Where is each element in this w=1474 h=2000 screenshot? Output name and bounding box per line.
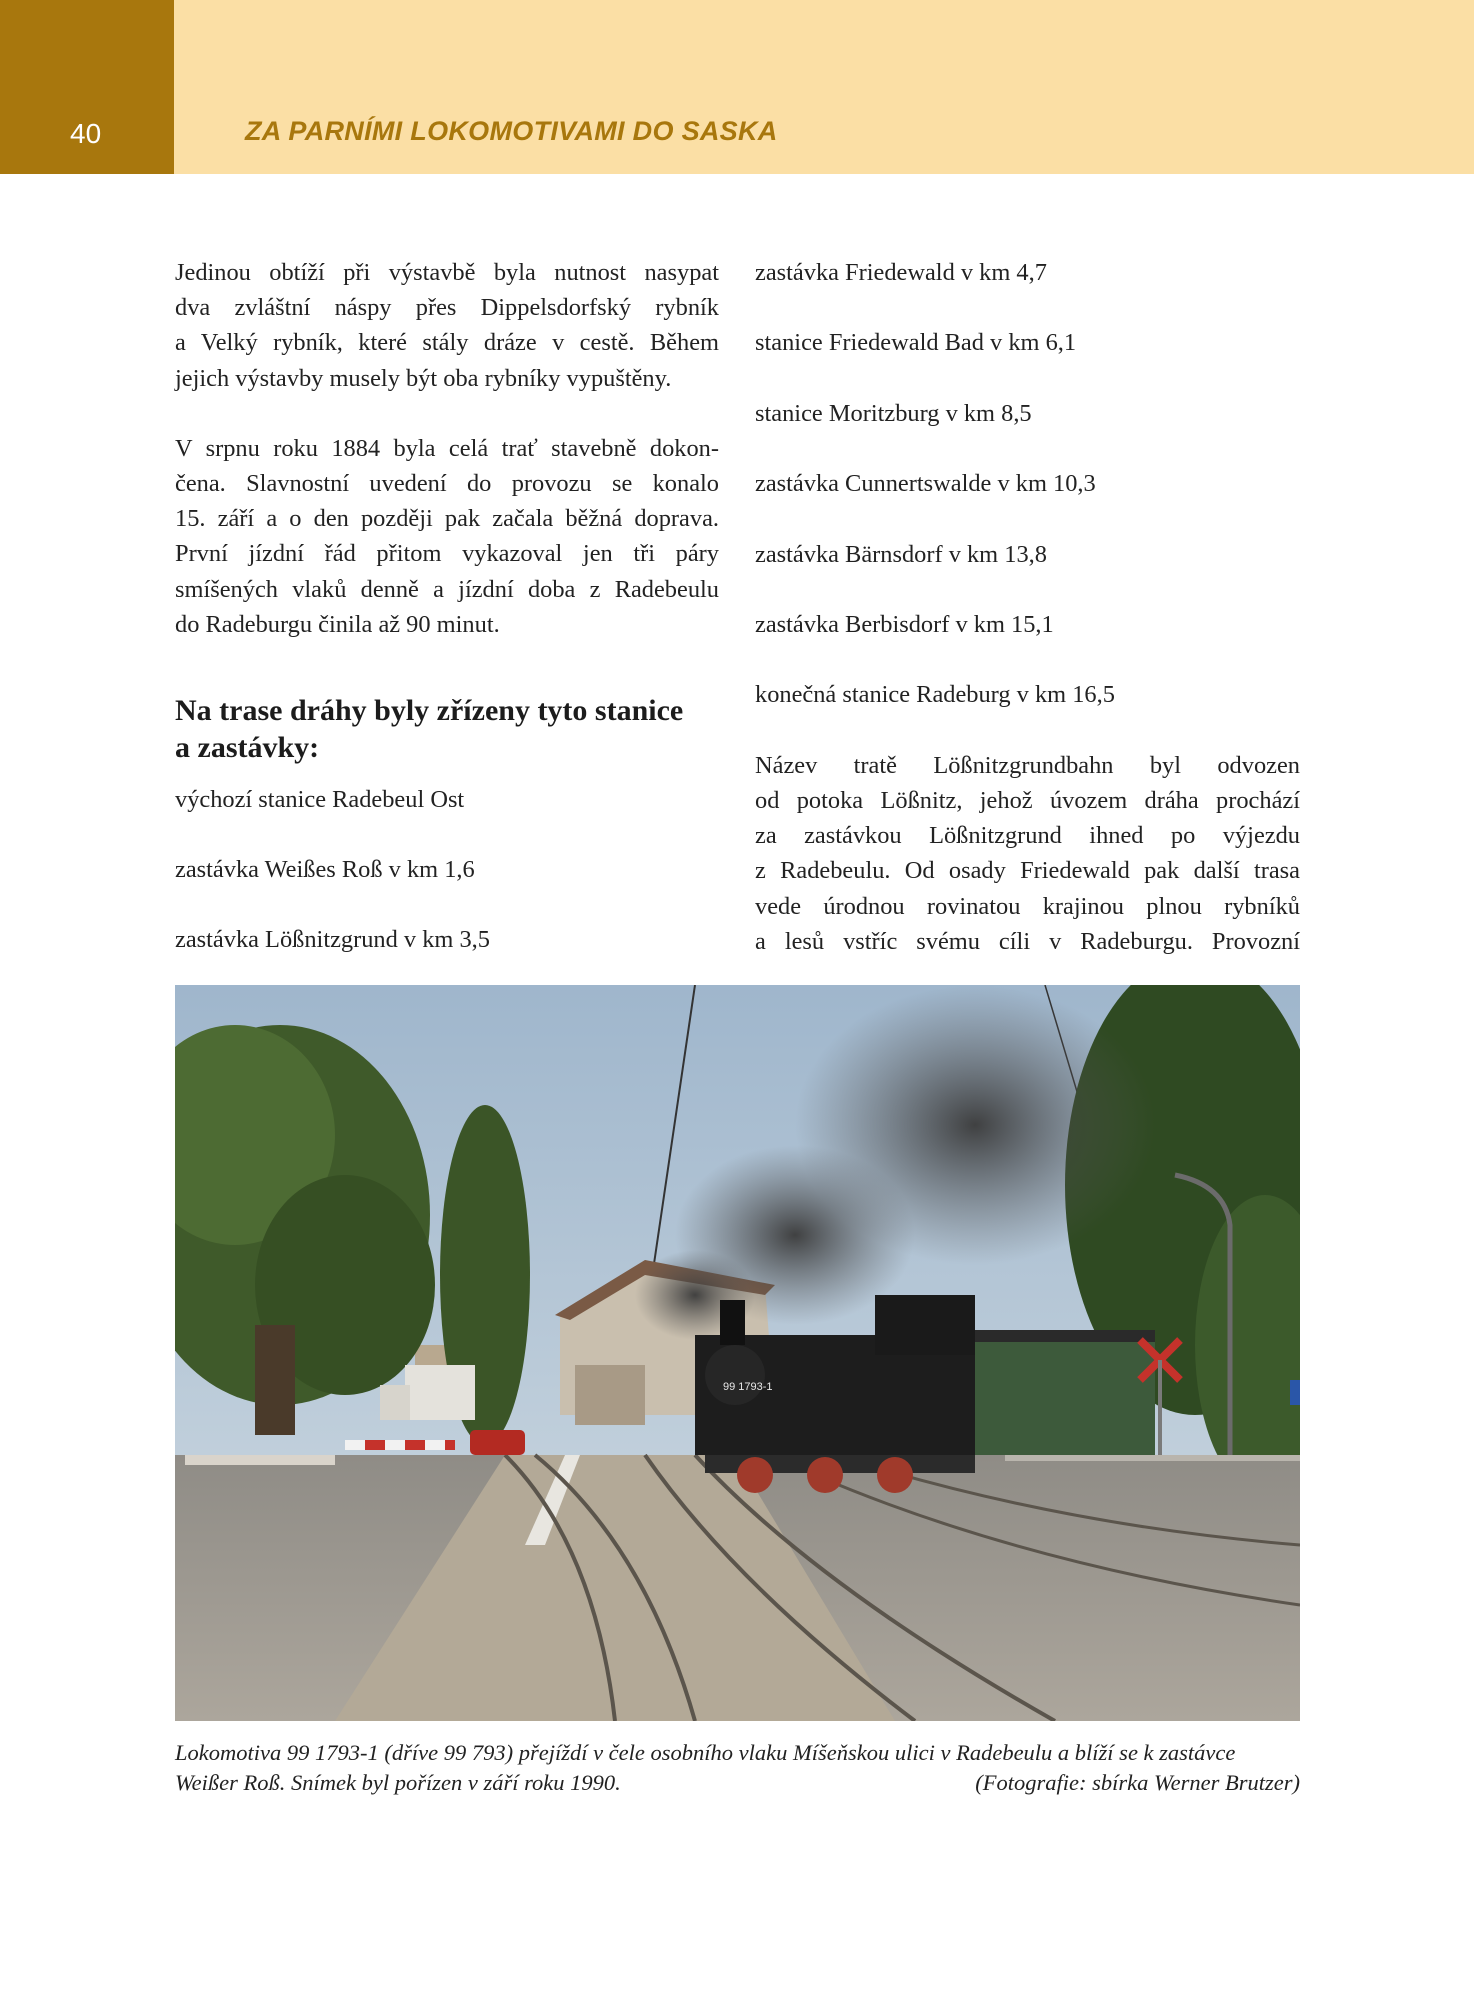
- caption-line: Lokomotiva 99 1793-1 (dříve 99 793) přejíždí v čele osobního vlaku Míšeňskou ulici v Radebeulu a blíží se k zastávce: [175, 1740, 1236, 1765]
- caption-line: [175, 1768, 1300, 1798]
- text-line: do Radeburgu činila až 90 minut.: [175, 610, 500, 638]
- station-item: výchozí stanice Radebeul Ost: [175, 786, 465, 814]
- paragraph-name-origin: [755, 748, 1300, 959]
- station-list-right: [755, 255, 1300, 713]
- text-line: V srpnu roku 1884 byla celá trať stavebně dokon-: [175, 434, 719, 462]
- running-title: ZA PARNÍMI LOKOMOTIVAMI DO SASKA: [245, 116, 778, 146]
- station-item: zastávka Weißes Roß v km 1,6: [175, 856, 475, 884]
- text-line: První jízdní řád přitom vykazoval jen tři páry: [175, 540, 719, 568]
- paragraph-opening: [175, 431, 719, 642]
- paragraph-construction: [175, 255, 719, 396]
- text-line: a lesů vstříc svému cíli v Radeburgu. Provozní: [755, 927, 1300, 955]
- text-line: za zastávkou Lößnitzgrund ihned po výjezdu: [755, 822, 1300, 850]
- text-line: a Velký rybník, které stály dráze v cestě. Během: [175, 329, 719, 357]
- photo-caption: [175, 1738, 1300, 1798]
- header-band: [0, 0, 1474, 174]
- text-line: vede úrodnou rovinatou krajinou plnou rybníků: [755, 892, 1300, 920]
- page-number: 40: [70, 118, 102, 149]
- photo-credit: (Fotografie: sbírka Werner Brutzer): [975, 1770, 1300, 1795]
- text-line: čena. Slavnostní uvedení do provozu se konalo: [175, 470, 719, 498]
- heading-line: Na trase dráhy byly zřízeny tyto stanice: [175, 694, 684, 728]
- station-item: zastávka Lößnitzgrund v km 3,5: [175, 926, 490, 954]
- locomotive-photo: [175, 985, 1300, 1721]
- right-column: [755, 255, 1300, 959]
- station-list-left: [175, 782, 719, 958]
- locomotive-number-plate: 99 1793-1: [723, 1381, 773, 1393]
- text-line: jejich výstavby musely být oba rybníky vypuštěny.: [175, 364, 672, 392]
- text-line: 15. září a o den později pak začala běžná doprava.: [175, 505, 719, 533]
- text-line: Název tratě Lößnitzgrundbahn byl odvozen: [755, 751, 1300, 779]
- text-line: Jedinou obtíží při výstavbě byla nutnost nasypat: [175, 259, 719, 286]
- page-number-box: [0, 0, 174, 174]
- section-heading: [175, 692, 719, 766]
- text-line: z Radebeulu. Od osady Friedewald pak další trasa: [755, 857, 1300, 885]
- station-item: zastávka Bärnsdorf v km 13,8: [755, 540, 1047, 568]
- station-item: zastávka Berbisdorf v km 15,1: [755, 610, 1054, 638]
- text-line: od potoka Lößnitz, jehož úvozem dráha prochází: [755, 786, 1300, 814]
- station-item: stanice Friedewald Bad v km 6,1: [755, 329, 1077, 357]
- station-item: stanice Moritzburg v km 8,5: [755, 399, 1032, 427]
- text-line: dva zvláštní náspy přes Dippelsdorfský rybník: [175, 294, 719, 322]
- station-item: konečná stanice Radeburg v km 16,5: [755, 681, 1115, 709]
- heading-line: a zastávky:: [175, 731, 320, 765]
- left-column: [175, 255, 719, 993]
- text-line: smíšených vlaků denně a jízdní doba z Radebeulu: [175, 575, 719, 603]
- station-item: zastávka Cunnertswalde v km 10,3: [755, 470, 1096, 498]
- station-item: zastávka Friedewald v km 4,7: [755, 259, 1047, 286]
- caption-line-2: Weißer Roß. Snímek byl pořízen v září roku 1990.: [175, 1770, 621, 1795]
